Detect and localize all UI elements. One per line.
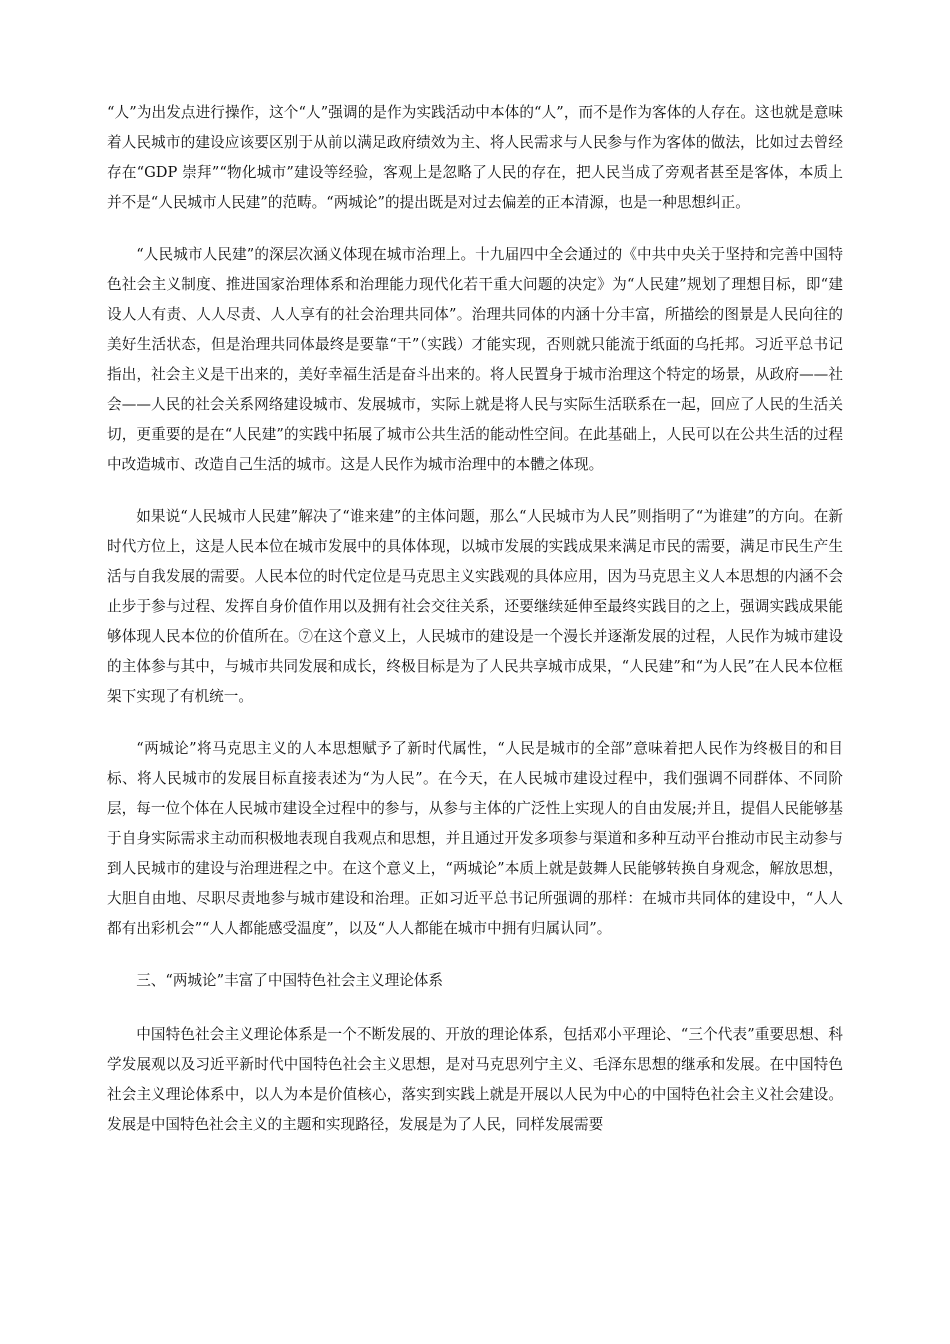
paragraph-1: “人”为出发点进行操作，这个“人”强调的是作为实践活动中本体的“人”，而不是作为客体的人存在。这也就是意味着人民城市的建设应该要区别于从前以满足政府绩效为主、将人民需求与人民参与作为客体的做法，比如过去曾经存在“GDP 崇拜”“物化城市”建设等经验，客观上是忽略了人民的存在，把人民当成了旁观者甚至是客体，本质上并不是“人民城市人民建”的范畴。“两城论”的提出既是对过去偏差的正本清源，也是一种思想纠正。 bbox=[107, 104, 843, 211]
section-heading: 三、“两城论”丰富了中国特色社会主义理论体系 bbox=[136, 972, 443, 989]
document-body bbox=[107, 98, 843, 1162]
paragraph-3: 如果说“人民城市人民建”解决了“谁来建”的主体问题，那么“人民城市为人民”则指明了“为谁建”的方向。在新时代方位上，这是人民本位在城市发展中的具体体现，以城市发展的实践成果来满足市民的需要，满足市民生产生活与自我发展的需要。人民本位的时代定位是马克思主义实践观的具体应用，因为马克思主义人本思想的内涵不会止步于参与过程、发挥自身价值作用以及拥有社会交往关系，还要继续延伸至最终实践目的之上，强调实践成果能够体现人民本位的价值所在。⑦在这个意义上，人民城市的建设是一个漫长并逐渐发展的过程，人民作为城市建设的主体参与其中，与城市共同发展和成长，终极目标是为了人民共享城市成果，“人民建”和“为人民”在人民本位框架下实现了有机统一。 bbox=[107, 508, 843, 705]
paragraph-2: “人民城市人民建”的深层次涵义体现在城市治理上。十九届四中全会通过的《中共中央关于坚持和完善中国特色社会主义制度、推进国家治理体系和治理能力现代化若干重大问题的决定》为“人民建”规划了理想目标，即“建设人人有责、人人尽责、人人享有的社会治理共同体”。治理共同体的内涵十分丰富，所描绘的图景是人民向往的美好生活状态，但是治理共同体最终是要靠“干”（实践）才能实现，否则就只能流于纸面的乌托邦。习近平总书记指出，社会主义是干出来的，美好幸福生活是奋斗出来的。将人民置身于城市治理这个特定的场景，从政府——社会——人民的社会关系网络建设城市、发展城市，实际上就是将人民与实际生活联系在一起，回应了人民的生活关切，更重要的是在“人民建”的实践中拓展了城市公共生活的能动性空间。在此基础上，人民可以在公共生活的过程中改造城市、改造自己生活的城市。这是人民作为城市治理中的本體之体现。 bbox=[107, 246, 843, 473]
paragraph-4: “两城论”将马克思主义的人本思想赋予了新时代属性，“人民是城市的全部”意味着把人民作为终极目的和目标、将人民城市的发展目标直接表述为“为人民”。在今天，在人民城市建设过程中，我们强调不同群体、不同阶层，每一位个体在人民城市建设全过程中的参与，从参与主体的广泛性上实现人的自由发展;并且，提倡人民能够基于自身实际需求主动而积极地表现自我观点和思想，并且通过开发多项参与渠道和多种互动平台推动市民主动参与到人民城市的建设与治理进程之中。在这个意义上，“两城论”本质上就是鼓舞人民能够转换自身观念，解放思想，大胆自由地、尽职尽责地参与城市建设和治理。正如习近平总书记所强调的那样：在城市共同体的建设中，“人人都有出彩机会”“人人都能感受温度”，以及“人人都能在城市中拥有归属认同”。 bbox=[107, 740, 843, 937]
paragraph-5: 中国特色社会主义理论体系是一个不断发展的、开放的理论体系，包括邓小平理论、“三个代表”重要思想、科学发展观以及习近平新时代中国特色社会主义思想，是对马克思列宁主义、毛泽东思想的继承和发展。在中国特色社会主义理论体系中，以人为本是价值核心，落实到实践上就是开展以人民为中心的中国特色社会主义社会建设。发展是中国特色社会主义的主题和实现路径，发展是为了人民，同样发展需要 bbox=[107, 1026, 843, 1133]
